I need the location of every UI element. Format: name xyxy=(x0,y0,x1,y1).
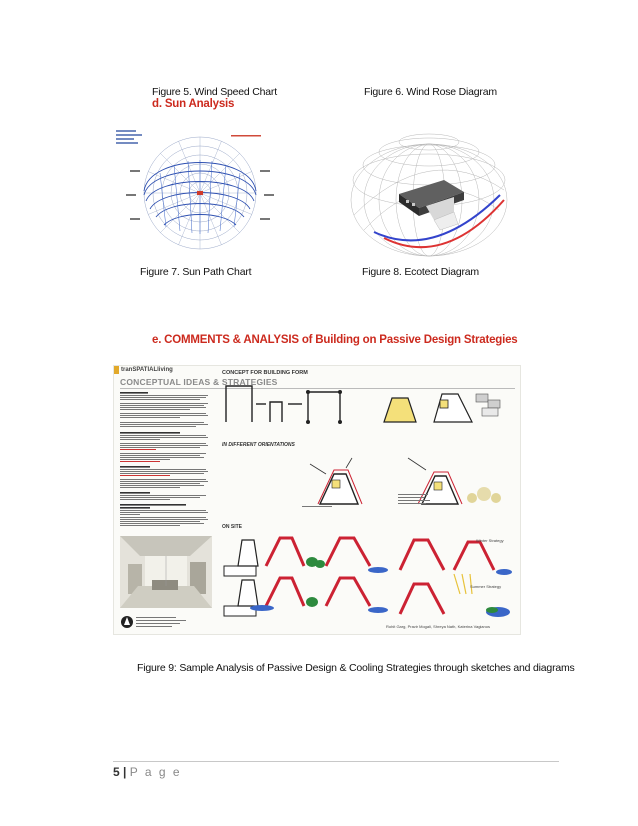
on-site-label: ON SITE xyxy=(222,524,243,530)
footer-separator: | xyxy=(123,765,127,779)
poster-brand: tranSPATIALliving xyxy=(121,367,173,373)
page-word: P a g e xyxy=(129,765,182,779)
figure-6-caption: Figure 6. Wind Rose Diagram xyxy=(364,86,497,98)
page-number: 5 xyxy=(113,765,120,779)
concept-sketches xyxy=(222,376,512,428)
figure-8-caption: Figure 8. Ecotect Diagram xyxy=(362,266,479,278)
figure-9-caption: Figure 9: Sample Analysis of Passive Design & Cooling Strategies through sketches and diagrams xyxy=(137,662,575,674)
orientations-label: IN DIFFERENT ORIENTATIONS xyxy=(222,442,295,448)
strategy-poster xyxy=(113,365,521,635)
figure-5-caption: Figure 5. Wind Speed Chart xyxy=(152,86,277,98)
figure-7-caption: Figure 7. Sun Path Chart xyxy=(140,266,252,278)
winter-strategy-label: Winter Strategy xyxy=(476,538,504,543)
poster-accent-bar xyxy=(114,366,119,374)
sun-path-chart xyxy=(114,128,284,258)
sun-analysis-heading: d. Sun Analysis xyxy=(152,98,235,110)
on-site-sketches xyxy=(222,530,512,622)
summer-strategy-label: Summer Strategy xyxy=(470,584,502,589)
ecotect-diagram xyxy=(344,120,514,260)
footer-rule xyxy=(113,761,559,762)
page-footer xyxy=(113,765,182,779)
poster-title: CONCEPTUAL IDEAS & STRATEGIES xyxy=(120,377,278,387)
concept-label: CONCEPT FOR BUILDING FORM xyxy=(222,370,308,376)
poster-logo-block xyxy=(120,614,212,630)
interior-sketch-photo xyxy=(120,536,212,608)
comments-heading: e. COMMENTS & ANALYSIS of Building on Passive Design Strategies xyxy=(152,334,518,346)
poster-authors: Rohit Garg, Pravir Mogali, Shreya Nath, Katerina Vagianos xyxy=(386,624,490,629)
orientation-sketches xyxy=(222,448,512,510)
